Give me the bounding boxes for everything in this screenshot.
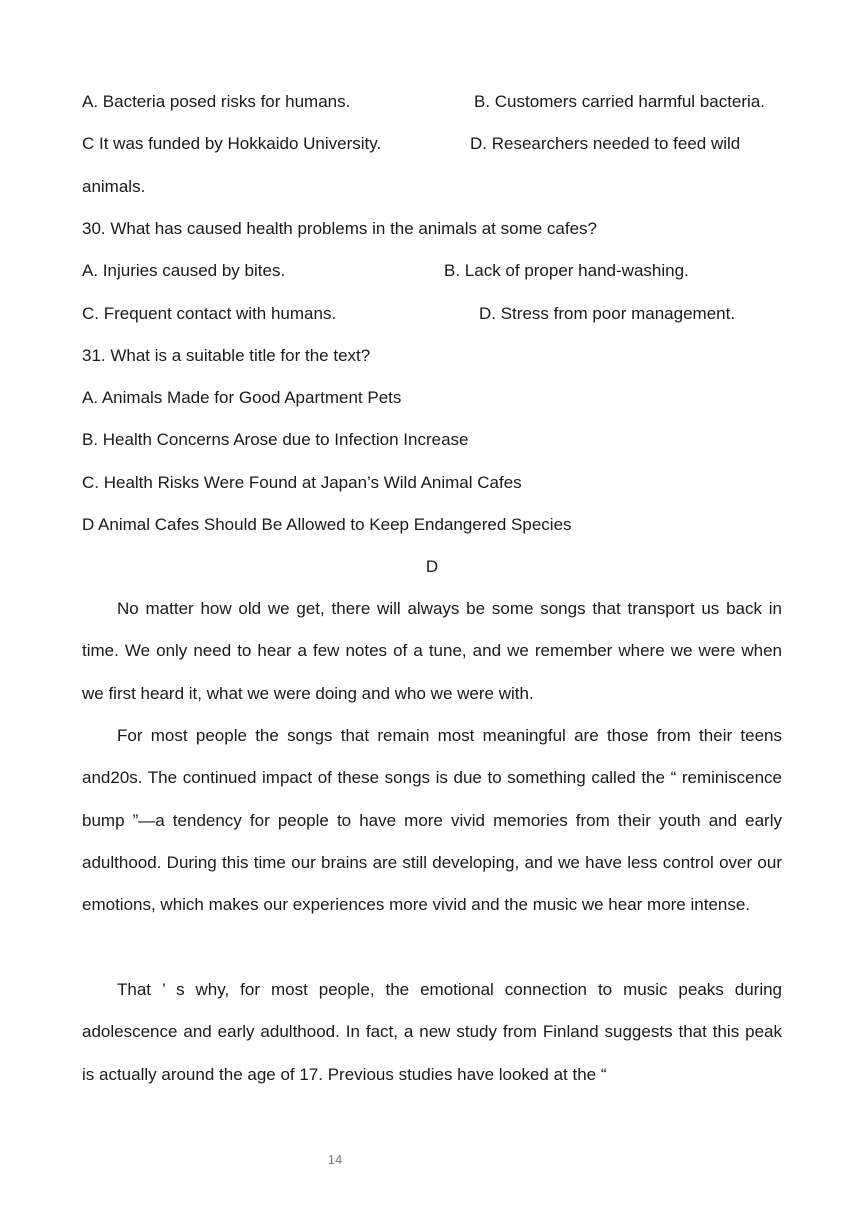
q30-option-b: B. Lack of proper hand-washing. <box>444 261 689 280</box>
q29-option-d: D. Researchers needed to feed wild <box>470 134 741 153</box>
q31-option-d: D Animal Cafes Should Be Allowed to Keep Endangered Species <box>82 515 572 534</box>
passage-paragraph-1: No matter how old we get, there will always be some songs that transport us back in time. We only need to hear a few notes of a tune, and we remember where we were when we first heard it, what we were doing and who we were with. <box>82 599 782 703</box>
q31-option-a: A. Animals Made for Good Apartment Pets <box>82 388 402 407</box>
q29-option-b: B. Customers carried harmful bacteria. <box>474 92 765 111</box>
q29-option-c: C It was funded by Hokkaido University. <box>82 134 382 153</box>
page-number: 14 <box>327 1152 343 1167</box>
q31-question: 31. What is a suitable title for the text? <box>82 346 371 365</box>
q31-option-b: B. Health Concerns Arose due to Infection Increase <box>82 430 469 449</box>
q31-option-c: C. Health Risks Were Found at Japan’s Wild Animal Cafes <box>82 473 522 492</box>
passage-paragraph-2: For most people the songs that remain most meaningful are those from their teens and20s. The continued impact of these songs is due to something called the “ reminiscence bump ”—a tendency for people to have more vivid memories from their youth and early adulthood. During this time our brains are still developing, and we have less control over our emotions, which makes our experiences more vivid and the music we hear more intense. <box>82 726 782 915</box>
q30-option-a: A. Injuries caused by bites. <box>82 261 286 280</box>
q29-option-a: A. Bacteria posed risks for humans. <box>82 92 351 111</box>
section-heading: D <box>425 557 439 576</box>
passage-paragraph-3: That ’ s why, for most people, the emotional connection to music peaks during adolescence and early adulthood. In fact, a new study from Finland suggests that this peak is actually around the age of 17. Previous studies have looked at the “ <box>82 980 782 1084</box>
q30-option-d: D. Stress from poor management. <box>479 304 736 323</box>
q30-option-c: C. Frequent contact with humans. <box>82 304 337 323</box>
q30-question: 30. What has caused health problems in the animals at some cafes? <box>82 219 598 238</box>
q29-option-d-continuation: animals. <box>82 177 146 196</box>
